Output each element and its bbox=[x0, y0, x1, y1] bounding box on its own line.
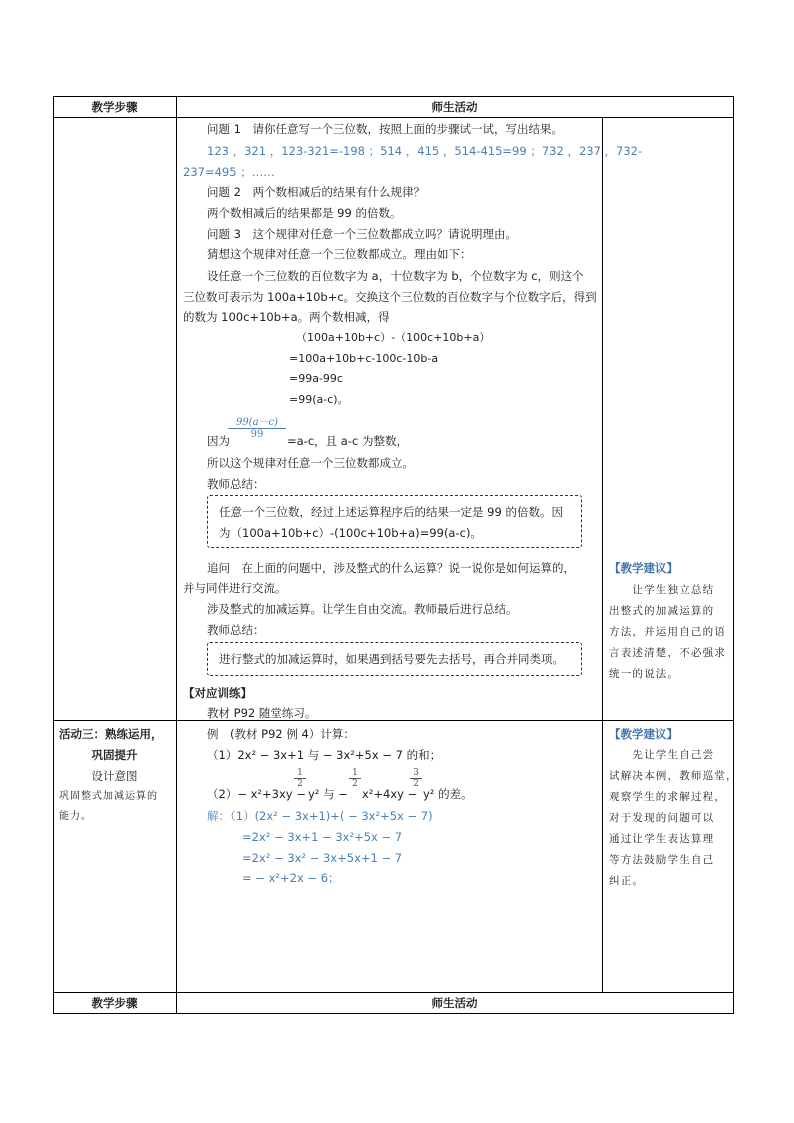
header-activities: 师生活动 bbox=[431, 100, 478, 114]
follow-up-question-line-2: 并与同伴进行交流。 bbox=[183, 581, 287, 595]
question-1-answer-line-2: 237=495 ；…… bbox=[183, 165, 275, 179]
equation-line-2: =100a+10b+c-100c-10b-a bbox=[289, 352, 439, 365]
design-intent-line-2: 能力。 bbox=[59, 811, 92, 822]
teaching-suggestion-2-line-2: 试解决本例，教师巡堂， bbox=[609, 770, 738, 782]
teaching-suggestion-title-2: 【教学建议】 bbox=[609, 727, 678, 741]
summary-box-1-line-1: 任意一个三位数，经过上述运算程序后的结果一定是 99 的倍数。因 bbox=[219, 505, 563, 519]
header-row-divider bbox=[53, 117, 734, 118]
example-part-1: （1）2x² − 3x+1 与 − 3x²+5x − 7 的和； bbox=[207, 748, 442, 762]
footer-steps: 教学步骤 bbox=[91, 996, 138, 1010]
design-intent-label: 设计意图 bbox=[91, 769, 138, 783]
proof-line-3: 的数为 100c+10b+a。两个数相减，得 bbox=[183, 310, 390, 324]
example-part-2-c: x²+4xy − bbox=[362, 787, 418, 801]
fraction-99-a-c-over-99 bbox=[228, 413, 286, 440]
footer-row-top bbox=[53, 992, 734, 993]
question-1: 问题 1 请你任意写一个三位数，按照上面的步骤试一试，写出结果。 bbox=[207, 122, 563, 136]
example-part-2-d: y² 的差。 bbox=[423, 787, 473, 801]
design-intent-line-1: 巩固整式加减运算的 bbox=[59, 791, 158, 802]
teaching-suggestion-2-line-5: 通过让学生表达算理 bbox=[609, 833, 715, 845]
teaching-suggestion-1-line-2: 出整式的加减运算的 bbox=[609, 605, 715, 617]
fraction-denominator: 2 bbox=[352, 779, 358, 789]
fraction-one-half-a bbox=[294, 768, 306, 789]
solution-line-1: 解：（1）(2x² − 3x+1)+( − 3x²+5x − 7) bbox=[207, 809, 433, 823]
teaching-suggestion-2-line-6: 等方法鼓励学生自己 bbox=[609, 854, 715, 866]
question-2: 问题 2 两个数相减后的结果有什么规律？ bbox=[207, 185, 425, 199]
summary-box-1-line-2: 为（100a+10b+c）-(100c+10b+a)=99(a-c)。 bbox=[219, 526, 482, 540]
guess-text: 猜想这个规律对任意一个三位数都成立。理由如下： bbox=[207, 247, 472, 261]
solution-line-2: =2x² − 3x+1 − 3x²+5x − 7 bbox=[242, 830, 403, 844]
proof-line-2: 三位数可表示为 100a+10b+c。交换这个三位数的百位数字与个位数字后，得到 bbox=[183, 290, 597, 304]
teacher-summary-label: 教师总结： bbox=[207, 477, 265, 491]
fraction-numerator: 99(a－c) bbox=[235, 417, 279, 428]
section-divider bbox=[53, 720, 734, 721]
question-1-answer-line-1: 123 ，321 ，123-321=-198 ；514 ，415 ，514-415=99 ；732 ，237 ，732- bbox=[207, 144, 643, 158]
header-steps: 教学步骤 bbox=[91, 100, 138, 114]
teaching-suggestion-2-line-3: 观察学生的求解过程， bbox=[609, 791, 726, 803]
because-text: =a-c，且 a-c 为整数， bbox=[287, 434, 408, 448]
column-divider-2 bbox=[602, 117, 603, 993]
conclusion-text: 所以这个规律对任意一个三位数都成立。 bbox=[207, 456, 414, 470]
fraction-numerator: 1 bbox=[297, 768, 303, 778]
fraction-denominator: 2 bbox=[413, 779, 419, 789]
question-2-answer: 两个数相减后的结果都是 99 的倍数。 bbox=[207, 206, 402, 220]
solution-line-3: =2x² − 3x² − 3x+5x+1 − 7 bbox=[242, 851, 403, 865]
example-part-2-a: （2）− x²+3xy − bbox=[207, 787, 306, 801]
teaching-suggestion-1-line-5: 统一的说法。 bbox=[609, 668, 680, 680]
equation-line-1: （100a+10b+c）-（100c+10b+a） bbox=[296, 331, 491, 344]
teacher-summary-label-2: 教师总结： bbox=[207, 623, 265, 637]
summary-box-2-text: 进行整式的加减运算时，如果遇到括号要先去括号，再合并同类项。 bbox=[219, 652, 564, 666]
teaching-suggestion-1-line-1: 让学生独立总结 bbox=[609, 584, 715, 596]
table-border-left bbox=[53, 96, 54, 1014]
example-part-2-b: y² 与 − bbox=[308, 787, 348, 801]
table-border-right bbox=[733, 96, 734, 1014]
equation-line-4: =99(a-c)。 bbox=[289, 393, 349, 406]
table-border-bottom bbox=[53, 1013, 734, 1014]
proof-line-1: 设任意一个三位数的百位数字为 a，十位数字为 b，个位数字为 c，则这个 bbox=[207, 269, 584, 283]
fraction-one-half-b bbox=[349, 768, 361, 789]
practice-title: 【对应训练】 bbox=[183, 686, 252, 700]
fraction-denominator: 99 bbox=[250, 429, 264, 440]
follow-up-question-line-1: 追问 在上面的问题中，涉及整式的什么运算？说一说你是如何运算的， bbox=[207, 561, 575, 575]
fraction-denominator: 2 bbox=[297, 779, 303, 789]
practice-text: 教材 P92 随堂练习。 bbox=[207, 706, 317, 720]
column-divider-1 bbox=[176, 96, 177, 1014]
teaching-suggestion-2-line-1: 先让学生自己尝 bbox=[609, 749, 715, 761]
teaching-suggestion-1-line-4: 言表述清楚，不必强求 bbox=[609, 647, 726, 659]
fraction-numerator: 3 bbox=[413, 768, 419, 778]
because-prefix: 因为 bbox=[207, 434, 230, 448]
follow-up-answer: 涉及整式的加减运算。让学生自由交流。教师最后进行总结。 bbox=[207, 602, 518, 616]
teaching-suggestion-1-line-3: 方法，并运用自己的语 bbox=[609, 626, 726, 638]
fraction-numerator: 1 bbox=[352, 768, 358, 778]
example-title: 例 (教材 P92 例 4）计算： bbox=[207, 727, 355, 741]
fraction-three-halves bbox=[410, 768, 422, 789]
question-3: 问题 3 这个规律对任意一个三位数都成立吗？请说明理由。 bbox=[207, 227, 517, 241]
table-border-top bbox=[53, 96, 734, 97]
teaching-suggestion-2-line-4: 对于发现的问题可以 bbox=[609, 812, 715, 824]
equation-line-3: =99a-99c bbox=[289, 372, 343, 385]
solution-line-4: = − x²+2x − 6； bbox=[242, 871, 340, 885]
teaching-suggestion-title-1: 【教学建议】 bbox=[609, 561, 678, 575]
teaching-suggestion-2-line-7: 纠正。 bbox=[609, 875, 645, 887]
footer-activities: 师生活动 bbox=[431, 996, 478, 1010]
activity-three-title-line-2: 巩固提升 bbox=[91, 748, 138, 762]
activity-three-title-line-1: 活动三：熟练运用， bbox=[59, 727, 163, 741]
